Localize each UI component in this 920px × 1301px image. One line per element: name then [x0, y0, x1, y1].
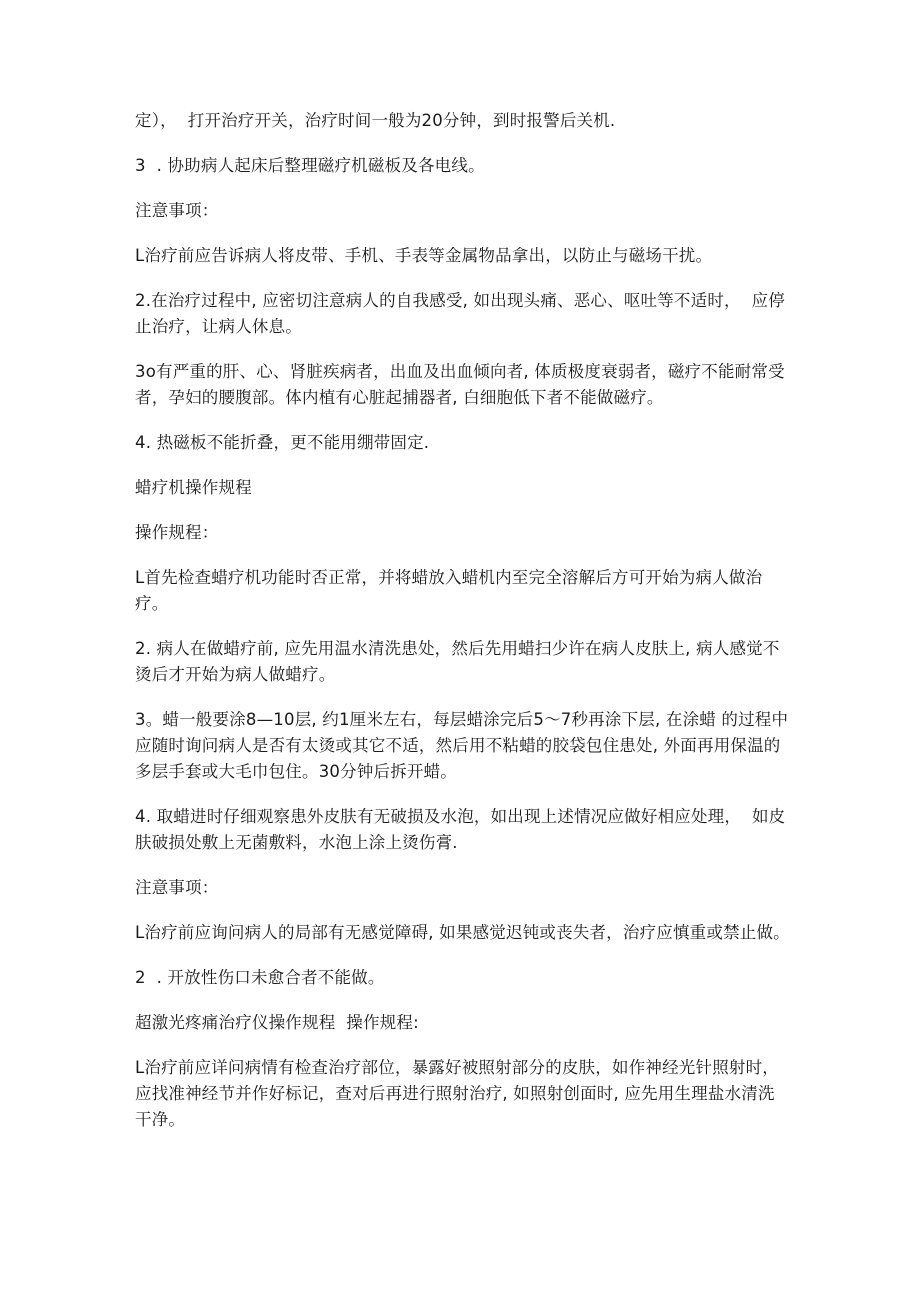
paragraph-magnet-shutdown: 定）， 打开治疗开关，治疗时间一般为20分钟，到时报警后关机. [135, 111, 616, 130]
paragraph-magnet-note-3: 3o有严重的肝、心、肾脏疾病者，出血及出血倾向者, 体质极度衰弱者，磁疗不能耐常受者，孕妇的腰腹部。体内植有心脏起捕器者, 白细胞低下者不能做磁疗。 [135, 362, 785, 407]
paragraph-magnet-note-4: 4. 热磁板不能折叠，更不能用绷带固定. [135, 433, 430, 452]
paragraph-wax-step-2: 2. 病人在做蜡疗前, 应先用温水清洗患处，然后先用蜡扫少许在病人皮肤上, 病人感觉不烫后才开始为病人做蜡疗。 [135, 639, 780, 684]
paragraph-wax-note-1: L治疗前应询问病人的局部有无感觉障碍, 如果感觉迟钝或丧失者，治疗应慎重或禁止做。 [135, 923, 790, 942]
heading-wax-notes: 注意事项： [135, 878, 219, 897]
paragraph-magnet-step-3: 3 . 协助病人起床后整理磁疗机磁板及各电线。 [135, 156, 485, 175]
paragraph-laser-step-1: L治疗前应详问病情有检查治疗部位，暴露好被照射部分的皮肤，如作神经光针照射时，应找准神经节并作好标记，查对后再进行照射治疗, 如照射创面时, 应先用生理盐水清洗干净。 [135, 1058, 779, 1129]
paragraph-wax-step-3: 3。蜡一般要涂8—10层, 约1厘米左右，每层蜡涂完后5～7秒再涂下层, 在涂蜡 的过程中应随时询问病人是否有太烫或其它不适，然后用不粘蜡的胶袋包住患处, 外面再用保温的多层手套或大毛巾包住。30分钟后拆开蜡。 [135, 710, 789, 781]
document-body [135, 108, 790, 1152]
paragraph-wax-step-4: 4. 取蜡进时仔细观察患外皮肤有无破损及水泡，如出现上述情况应做好相应处理， 如皮肤破损处敷上无菌敷料，水泡上涂上烫伤膏. [135, 807, 786, 852]
paragraph-wax-note-2: 2 . 开放性伤口未愈合者不能做。 [135, 968, 385, 987]
section-title-laser-therapy: 超激光疼痛治疗仪操作规程 操作规程: [135, 1013, 419, 1032]
heading-magnet-notes: 注意事项： [135, 201, 219, 220]
paragraph-wax-step-1: L首先检查蜡疗机功能时否正常，并将蜡放入蜡机内至完全溶解后方可开始为病人做治疗。 [135, 568, 763, 613]
paragraph-magnet-note-1: L治疗前应告诉病人将皮带、手机、手表等金属物品拿出，以防止与磁场干扰。 [135, 246, 713, 265]
paragraph-magnet-note-2: 2.在治疗过程中, 应密切注意病人的自我感受, 如出现头痛、恶心、呕吐等不适时， 应停止治疗，让病人休息。 [135, 291, 786, 336]
heading-wax-procedure: 操作规程： [135, 523, 219, 542]
section-title-wax-therapy: 蜡疗机操作规程 [135, 478, 252, 497]
